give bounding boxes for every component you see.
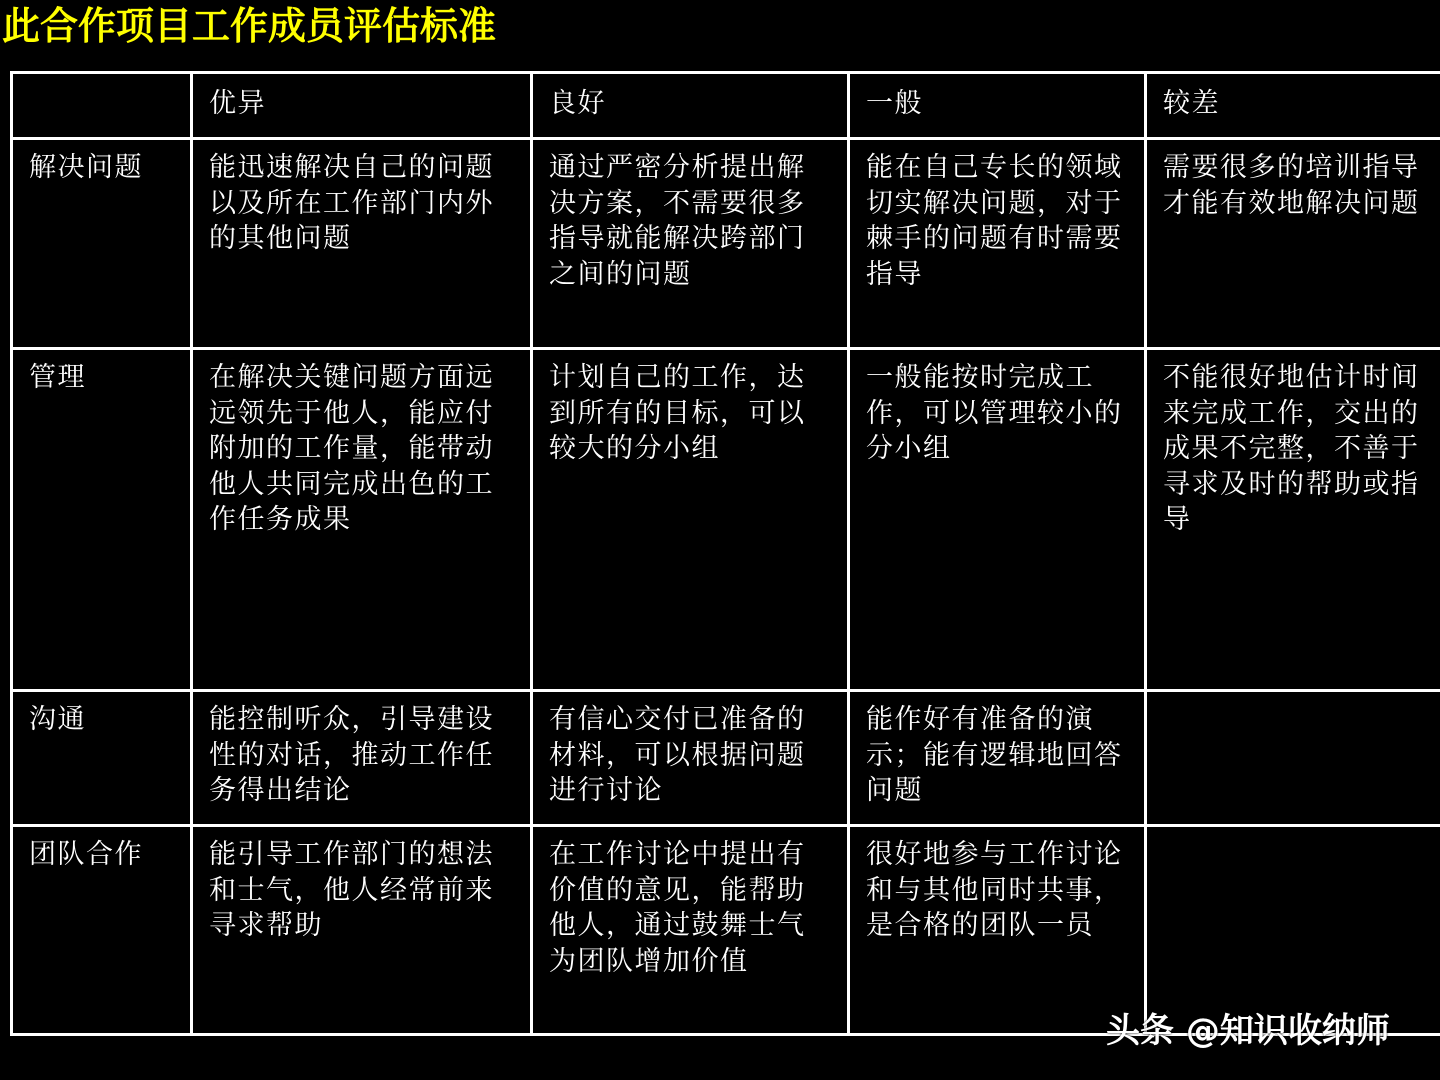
row-label-teamwork: 团队合作 <box>12 826 192 1035</box>
page-title: 此合作项目工作成员评估标准 <box>2 4 497 48</box>
table-header-row <box>12 73 1440 139</box>
table-cell: 通过严密分析提出解决方案，不需要很多指导就能解决跨部门之间的问题 <box>532 139 849 349</box>
table-row <box>12 691 1440 826</box>
table-cell <box>1146 691 1440 826</box>
table-cell: 不能很好地估计时间来完成工作，交出的成果不完整，不善于寻求及时的帮助或指导 <box>1146 349 1440 691</box>
table-cell: 在解决关键问题方面远远领先于他人，能应付附加的工作量，能带动他人共同完成出色的工作任务成果 <box>192 349 532 691</box>
table-cell: 计划自己的工作，达到所有的目标，可以较大的分小组 <box>532 349 849 691</box>
table-cell: 很好地参与工作讨论和与其他同时共事，是合格的团队一员 <box>849 826 1146 1035</box>
table-cell: 能控制听众，引导建设性的对话，推动工作任务得出结论 <box>192 691 532 826</box>
table-cell: 能迅速解决自己的问题以及所在工作部门内外的其他问题 <box>192 139 532 349</box>
table-cell: 有信心交付已准备的材料，可以根据问题进行讨论 <box>532 691 849 826</box>
row-label-problem-solving: 解决问题 <box>12 139 192 349</box>
table-cell: 在工作讨论中提出有价值的意见，能帮助他人，通过鼓舞士气为团队增加价值 <box>532 826 849 1035</box>
corner-cell <box>12 73 192 139</box>
column-header-average: 一般 <box>849 73 1146 139</box>
column-header-poor: 较差 <box>1146 73 1440 139</box>
table-cell: 需要很多的培训指导才能有效地解决问题 <box>1146 139 1440 349</box>
row-label-management: 管理 <box>12 349 192 691</box>
table-cell: 能引导工作部门的想法和士气，他人经常前来寻求帮助 <box>192 826 532 1035</box>
column-header-excellent: 优异 <box>192 73 532 139</box>
row-label-communication: 沟通 <box>12 691 192 826</box>
table-cell: 一般能按时完成工作，可以管理较小的分小组 <box>849 349 1146 691</box>
table-row <box>12 139 1440 349</box>
column-header-good: 良好 <box>532 73 849 139</box>
table-cell: 能作好有准备的演示；能有逻辑地回答问题 <box>849 691 1146 826</box>
table-row <box>12 349 1440 691</box>
evaluation-table <box>10 71 1440 1036</box>
table-cell: 能在自己专长的领域切实解决问题，对于棘手的问题有时需要指导 <box>849 139 1146 349</box>
watermark: 头条 @知识收纳师 <box>1106 1011 1390 1051</box>
